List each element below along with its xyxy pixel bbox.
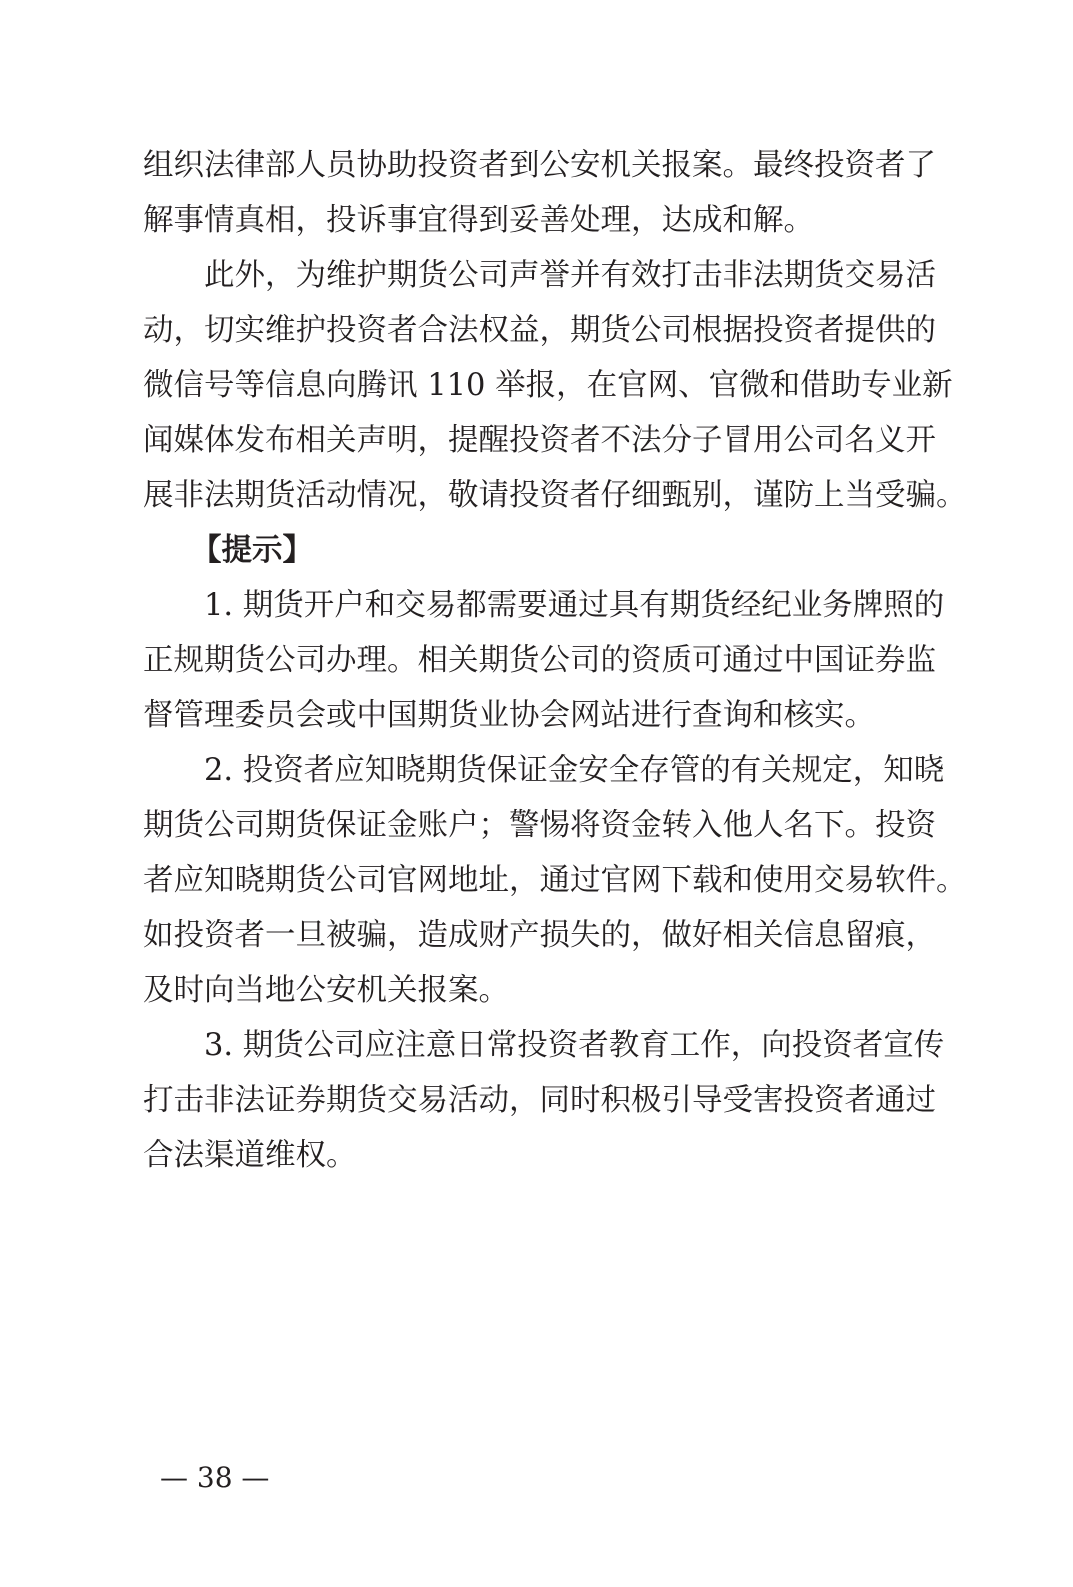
text-line: 者应知晓期货公司官网地址，通过官网下载和使用交易软件。	[143, 863, 967, 898]
document-body	[143, 138, 967, 1183]
text-line: 此外，为维护期货公司声誉并有效打击非法期货交易活	[204, 258, 936, 293]
text-line: 组织法律部人员协助投资者到公安机关报案。最终投资者了	[143, 148, 936, 183]
text-line: 动，切实维护投资者合法权益，期货公司根据投资者提供的	[143, 313, 936, 348]
paragraph-statement	[143, 248, 967, 523]
tip-item-2	[143, 743, 967, 1018]
text-line: 2. 投资者应知晓期货保证金安全存管的有关规定，知晓	[204, 753, 945, 788]
text-line: 期货公司期货保证金账户；警惕将资金转入他人名下。投资	[143, 808, 936, 843]
text-line: 1. 期货开户和交易都需要通过具有期货经纪业务牌照的	[204, 588, 945, 623]
tips-heading: 【提示】	[191, 533, 313, 568]
text-line: 解事情真相，投诉事宜得到妥善处理，达成和解。	[143, 203, 814, 238]
paragraph-continuation	[143, 138, 936, 248]
tip-item-1	[143, 578, 945, 743]
text-line: 展非法期货活动情况，敬请投资者仔细甄别，谨防上当受骗。	[143, 478, 967, 513]
page-number: — 38 —	[160, 1461, 270, 1494]
text-line: 闻媒体发布相关声明，提醒投资者不法分子冒用公司名义开	[143, 423, 936, 458]
text-line: 打击非法证券期货交易活动，同时积极引导受害投资者通过	[143, 1083, 936, 1118]
text-line: 合法渠道维权。	[143, 1138, 357, 1173]
text-line: 督管理委员会或中国期货业协会网站进行查询和核实。	[143, 698, 875, 733]
text-line: 微信号等信息向腾讯 110 举报，在官网、官微和借助专业新	[143, 368, 953, 403]
tip-item-3	[143, 1018, 945, 1183]
text-line: 及时向当地公安机关报案。	[143, 973, 509, 1008]
text-line: 如投资者一旦被骗，造成财产损失的，做好相关信息留痕，	[143, 918, 936, 953]
text-line: 3. 期货公司应注意日常投资者教育工作，向投资者宣传	[204, 1028, 945, 1063]
text-line: 正规期货公司办理。相关期货公司的资质可通过中国证券监	[143, 643, 936, 678]
